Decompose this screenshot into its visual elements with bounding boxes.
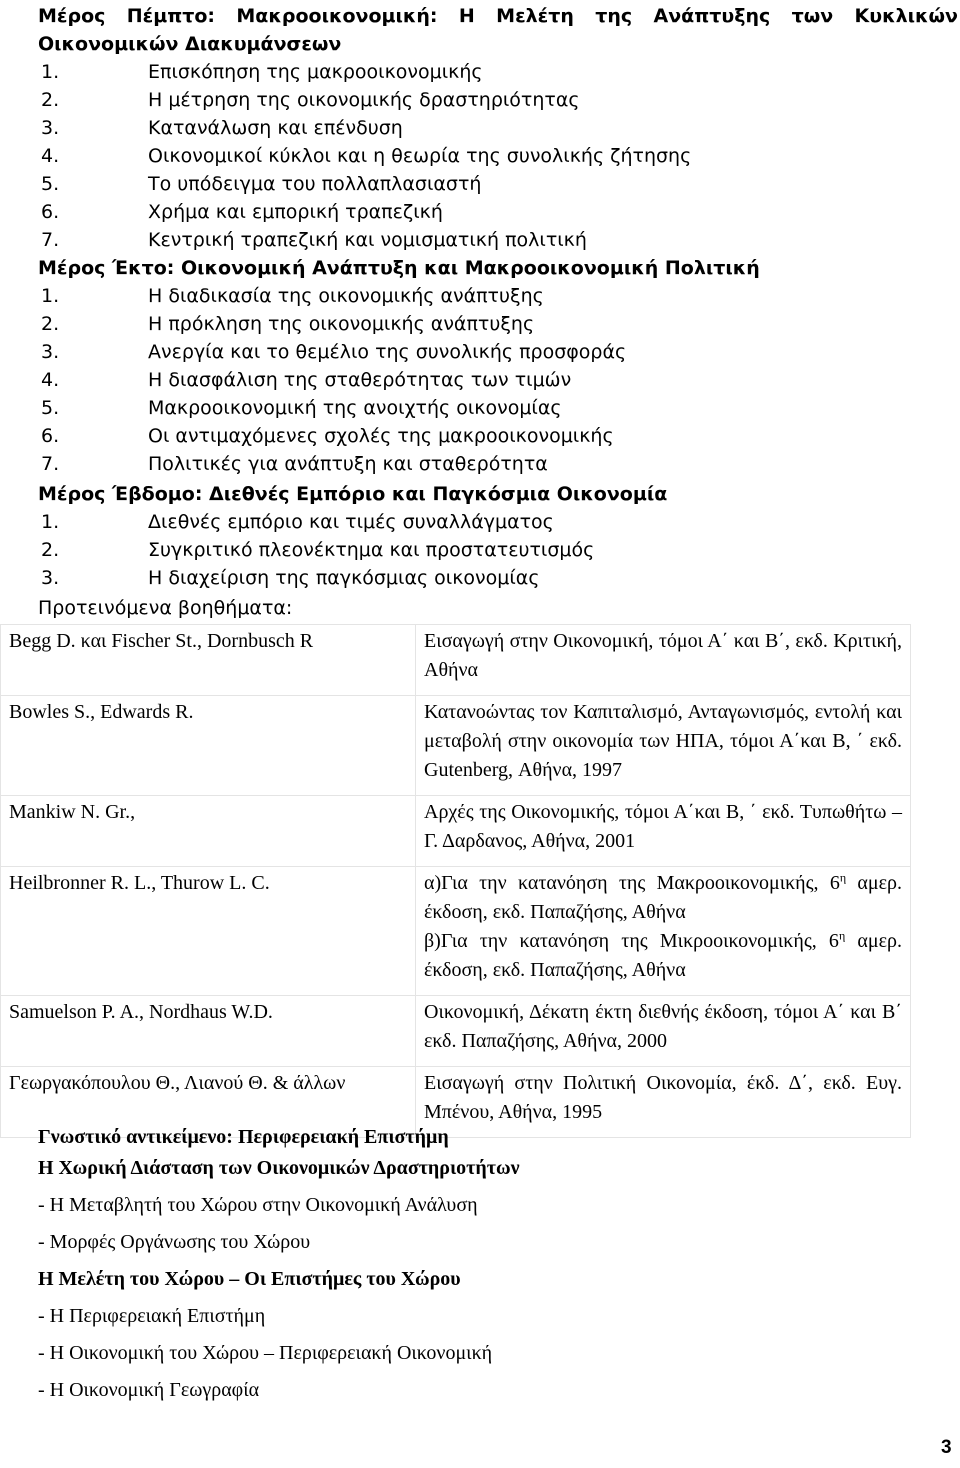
list-item-text: Οι αντιμαχόμενες σχολές της μακροοικονομικής xyxy=(148,425,614,447)
reference-title-part-b: β)Για την κατανόηση της Μικροοικονομικής, $6^\eta$ αμερ. έκδοση, εκδ. Παπαζήσης, Αθήνα xyxy=(424,928,902,981)
references-table xyxy=(0,624,911,1138)
list-item-text: Το υπόδειγμα του πολλαπλασιαστή xyxy=(148,173,482,195)
subject-subheading-1: Η Χωρική Διάσταση των Οικονομικών Δραστηριοτήτων xyxy=(38,1157,520,1179)
reference-title: Αρχές της Οικονομικής, τόμοι Α΄και Β, ΄ εκδ. Τυπωθήτω – Γ. Δαρδανος, Αθήνα, 2001 xyxy=(416,796,911,867)
reference-title xyxy=(416,867,911,996)
list-item-text: Η διαδικασία της οικονομικής ανάπτυξης xyxy=(148,285,544,307)
list-item-text: Χρήμα και εμπορική τραπεζική xyxy=(148,201,443,223)
reference-title: Κατανοώντας τον Καπιταλισμό, Ανταγωνισμός, εντολή και μεταβολή στην οικονομία των ΗΠΑ, τόμοι Α΄και Β, ΄ εκδ. Gutenberg, Αθήνα, 1997 xyxy=(416,696,911,796)
list-item-number: 3. xyxy=(41,567,60,589)
list-item xyxy=(38,366,572,394)
list-item-text: Επισκόπηση της μακροοικονομικής xyxy=(148,61,483,83)
list-item-text: Μακροοικονομική της ανοιχτής οικονομίας xyxy=(148,397,562,419)
reference-title: Οικονομική, Δέκατη έκτη διεθνής έκδοση, τόμοι Α΄ και Β΄ εκδ. Παπαζήσης, Αθήνα, 2000 xyxy=(416,996,911,1067)
list-item-text: Πολιτικές για ανάπτυξη και σταθερότητα xyxy=(148,453,548,475)
subject-subheading-2: Η Μελέτη του Χώρου – Οι Επιστήμες του Χώρου xyxy=(38,1268,461,1290)
page-number: 3 xyxy=(941,1437,952,1458)
list-item xyxy=(38,114,403,142)
list-item xyxy=(38,536,595,564)
list-item-number: 4. xyxy=(41,145,60,167)
list-item-number: 5. xyxy=(41,173,60,195)
reference-author: Γεωργακόπουλου Θ., Λιανού Θ. & άλλων xyxy=(1,1067,416,1138)
reference-title: Εισαγωγή στην Οικονομική, τόμοι Α΄ και Β΄, εκδ. Κριτική, Αθήνα xyxy=(416,625,911,696)
table-row xyxy=(1,996,911,1067)
list-item-number: 4. xyxy=(41,369,60,391)
list-item-number: 1. xyxy=(41,61,60,83)
reference-author: Begg D. και Fischer St., Dornbusch R xyxy=(1,625,416,696)
reference-author: Mankiw N. Gr., xyxy=(1,796,416,867)
list-item xyxy=(38,282,544,310)
reference-title: Εισαγωγή στην Πολιτική Οικονομία, έκδ. Δ΄, εκδ. Ευγ. Μπένου, Αθήνα, 1995 xyxy=(416,1067,911,1138)
list-item-text: Ανεργία και το θεμέλιο της συνολικής προσφοράς xyxy=(148,341,627,363)
list-item-number: 2. xyxy=(41,539,60,561)
list-item-text: Η διασφάλιση της σταθερότητας των τιμών xyxy=(148,369,572,391)
list-item xyxy=(38,142,692,170)
list-item xyxy=(38,86,580,114)
list-item-text: Η διαχείριση της παγκόσμιας οικονομίας xyxy=(148,567,540,589)
list-item-number: 2. xyxy=(41,89,60,111)
subject-item: - Η Περιφερειακή Επιστήμη xyxy=(38,1305,266,1327)
subject-item: - Η Μεταβλητή του Χώρου στην Οικονομική Ανάλυση xyxy=(38,1194,478,1216)
part6-heading: Μέρος Έκτο: Οικονομική Ανάπτυξη και Μακροοικονομική Πολιτική xyxy=(38,257,760,279)
list-item-number: 1. xyxy=(41,285,60,307)
list-item xyxy=(38,198,443,226)
list-item xyxy=(38,508,554,536)
list-item-number: 6. xyxy=(41,201,60,223)
subject-heading: Γνωστικό αντικείμενο: Περιφερειακή Επιστήμη xyxy=(38,1126,449,1148)
reference-author: Heilbronner R. L., Thurow L. C. xyxy=(1,867,416,996)
list-item-number: 3. xyxy=(41,341,60,363)
part5-heading-line1: Μέρος Πέμπτο: Μακροοικονομική: Η Μελέτη της Ανάπτυξης των Κυκλικών xyxy=(38,5,958,27)
list-item-text: Συγκριτικό πλεονέκτημα και προστατευτισμός xyxy=(148,539,595,561)
list-item-text: Οικονομικοί κύκλοι και η θεωρία της συνολικής ζήτησης xyxy=(148,145,692,167)
reference-author: Samuelson P. A., Nordhaus W.D. xyxy=(1,996,416,1067)
list-item xyxy=(38,450,548,478)
subject-item: - Η Οικονομική Γεωγραφία xyxy=(38,1379,260,1401)
table-row xyxy=(1,796,911,867)
subject-item: - Η Οικονομική του Χώρου – Περιφερειακή Οικονομική xyxy=(38,1342,493,1364)
list-item xyxy=(38,310,535,338)
subject-item: - Μορφές Οργάνωσης του Χώρου xyxy=(38,1231,311,1253)
reference-author: Bowles S., Edwards R. xyxy=(1,696,416,796)
reference-title-part-a: α)Για την κατανόηση της Μακροοικονομικής, $6^\eta$ αμερ. έκδοση, εκδ. Παπαζήσης, Αθήνα xyxy=(424,870,902,923)
list-item xyxy=(38,338,627,366)
table-row xyxy=(1,625,911,696)
suggested-books-label: Προτεινόμενα βοηθήματα: xyxy=(38,597,293,619)
list-item xyxy=(38,422,614,450)
table-row xyxy=(1,696,911,796)
list-item-number: 6. xyxy=(41,425,60,447)
list-item-number: 3. xyxy=(41,117,60,139)
list-item xyxy=(38,226,587,254)
list-item xyxy=(38,394,562,422)
list-item-text: Κεντρική τραπεζική και νομισματική πολιτική xyxy=(148,229,587,251)
list-item xyxy=(38,58,483,86)
part7-heading: Μέρος Έβδομο: Διεθνές Εμπόριο και Παγκόσμια Οικονομία xyxy=(38,483,668,505)
list-item-number: 2. xyxy=(41,313,60,335)
part5-heading-line2: Οικονομικών Διακυμάνσεων xyxy=(38,33,342,55)
list-item-text: Η πρόκληση της οικονομικής ανάπτυξης xyxy=(148,313,535,335)
list-item-text: Διεθνές εμπόριο και τιμές συναλλάγματος xyxy=(148,511,554,533)
list-item-number: 5. xyxy=(41,397,60,419)
list-item-text: Η μέτρηση της οικονομικής δραστηριότητας xyxy=(148,89,580,111)
list-item-text: Κατανάλωση και επένδυση xyxy=(148,117,403,139)
list-item-number: 7. xyxy=(41,453,60,475)
list-item xyxy=(38,564,540,592)
list-item-number: 7. xyxy=(41,229,60,251)
list-item xyxy=(38,170,482,198)
table-row xyxy=(1,867,911,996)
list-item-number: 1. xyxy=(41,511,60,533)
